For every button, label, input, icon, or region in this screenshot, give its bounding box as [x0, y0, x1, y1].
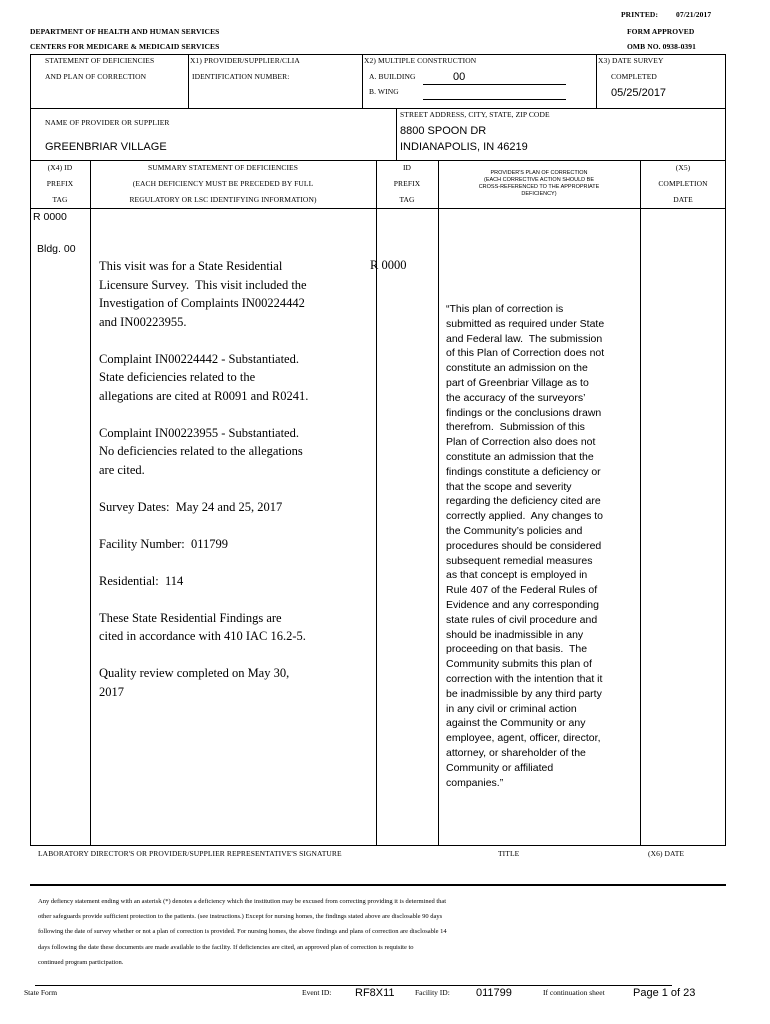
row-divider-1: [30, 108, 726, 109]
poc-line: Community submits this plan of: [446, 658, 592, 671]
signature-label: LABORATORY DIRECTOR'S OR PROVIDER/SUPPLIER REPRESENTATIVE'S SIGNATURE: [38, 849, 342, 858]
prefix-tag: R 0000: [33, 211, 67, 223]
poc-line: correctly applied. Any changes to: [446, 510, 604, 523]
col-line-id: [438, 160, 439, 845]
poc-line: and Federal law. The submission: [446, 332, 603, 345]
footnote-line: continued program participation.: [38, 958, 124, 966]
department-title: DEPARTMENT OF HEALTH AND HUMAN SERVICES: [30, 27, 220, 36]
summary-line: Licensure Survey. This visit included the: [99, 277, 307, 292]
wing-underline: [423, 99, 566, 100]
table-top-border: [30, 54, 726, 55]
poc-line: state rules of civil procedure and: [446, 613, 598, 626]
x4-header-1: (X4) ID: [47, 163, 73, 172]
poc-line: Rule 407 of the Federal Rules of: [446, 584, 598, 597]
row-divider-2: [30, 160, 726, 161]
poc-header-2: (EACH CORRECTIVE ACTION SHOULD BE: [483, 177, 595, 183]
summary-line: Survey Dates: May 24 and 25, 2017: [99, 499, 283, 514]
wing-label: B. WING: [369, 87, 399, 96]
poc-line: therefrom. Submission of this: [446, 421, 585, 434]
poc-line: against the Community or any: [446, 717, 586, 730]
statement-label-2: AND PLAN OF CORRECTION: [45, 72, 147, 81]
col-line-left: [30, 160, 31, 845]
continuation-label: If continuation sheet: [543, 988, 605, 997]
summary-line: [99, 590, 371, 609]
summary-header-1: SUMMARY STATEMENT OF DEFICIENCIES: [147, 163, 298, 172]
poc-header-4: DEFICIENCY): [521, 191, 557, 197]
poc-line: subsequent remedial measures: [446, 554, 593, 567]
summary-line: allegations are cited at R0091 and R0241.: [99, 388, 309, 403]
signature-bottom-rule: [30, 884, 726, 886]
x2-label: X2) MULTIPLE CONSTRUCTION: [364, 56, 477, 65]
omb-number: OMB NO. 0938-0391: [627, 42, 696, 51]
poc-line: that the scope and severity: [446, 480, 572, 493]
footnote: [38, 894, 718, 970]
col-line-prefix: [90, 160, 91, 845]
poc-line: as that concept is employed in: [446, 569, 588, 582]
x5-header-1: (X5): [675, 163, 691, 172]
id-header-1: ID: [402, 163, 412, 172]
summary-header-2: (EACH DEFICIENCY MUST BE PRECEDED BY FULL: [132, 179, 314, 188]
building-value: 00: [453, 71, 466, 83]
column-header-bottom: [30, 208, 726, 209]
title-label: TITLE: [498, 849, 520, 858]
id-header-2: PREFIX: [393, 179, 421, 188]
poc-line: in any civil or criminal action: [446, 702, 577, 715]
address-label: STREET ADDRESS, CITY, STATE, ZIP CODE: [400, 110, 550, 119]
x5-header-2: COMPLETION: [658, 179, 708, 188]
summary-line: [99, 405, 371, 424]
divider-x1: [188, 54, 189, 108]
x1-label-2: IDENTIFICATION NUMBER:: [192, 72, 290, 81]
centers-title: CENTERS FOR MEDICARE & MEDICAID SERVICES: [30, 42, 220, 51]
building-underline: [423, 84, 566, 85]
poc-line: correction with the intention that it: [446, 672, 603, 685]
summary-line: 2017: [99, 684, 124, 699]
x3-label: X3) DATE SURVEY: [598, 56, 664, 65]
poc-line: attorney, or shareholder of the: [446, 746, 586, 759]
poc-header-3: CROSS-REFERENCED TO THE APPROPRIATE: [478, 184, 600, 190]
poc-line: “This plan of correction is: [446, 303, 564, 315]
poc-line: regarding the deficiency cited are: [446, 495, 601, 508]
statement-label-1: STATEMENT OF DEFICIENCIES: [45, 56, 155, 65]
footnote-line: days following the date these documents are made available to the facility. If deficiencies are cited, an approved plan of correction is requisite to: [38, 943, 414, 951]
page-number: Page 1 of 23: [633, 987, 696, 999]
date-completed: 05/25/2017: [611, 87, 667, 99]
table-right-border-top: [725, 54, 726, 108]
summary-line: This visit was for a State Residential: [99, 259, 283, 273]
summary-line: State deficiencies related to the: [99, 370, 256, 384]
summary-line: Complaint IN00224442 - Substantiated.: [99, 351, 299, 366]
footnote-line: following the date of survey whether or not a plan of correction is provided. For nursing homes, the above findings and plans of correction are disclosable 14: [38, 928, 447, 936]
printed-label: PRINTED:: [621, 10, 659, 19]
provider-left-border: [30, 108, 31, 160]
poc-line: of this Plan of Correction does not: [446, 347, 605, 360]
plan-of-correction: [446, 302, 638, 790]
state-form-label: State Form: [24, 988, 58, 997]
summary-line: cited in accordance with 410 IAC 16.2-5.: [99, 629, 306, 643]
x4-header-3: TAG: [52, 195, 68, 204]
event-id-label: Event ID:: [302, 988, 332, 997]
printed-date: 07/21/2017: [676, 10, 712, 19]
building-label: A. BUILDING: [369, 72, 416, 81]
provider-right-border: [725, 108, 726, 160]
x5-header-3: DATE: [673, 195, 693, 204]
table-left-border-top: [30, 54, 31, 108]
poc-line: Plan of Correction also does not: [446, 436, 596, 449]
provider-name-label: NAME OF PROVIDER OR SUPPLIER: [45, 118, 170, 127]
body-bottom-border: [30, 845, 726, 846]
poc-line: findings or the conclusions drawn: [446, 406, 602, 419]
summary-line: [99, 646, 371, 665]
id-header-3: TAG: [399, 195, 415, 204]
id-tag: R 0000: [370, 258, 407, 272]
summary-line: Facility Number: 011799: [99, 536, 229, 551]
poc-line: should be inadmissible in any: [446, 628, 584, 641]
footer-rule: [35, 985, 672, 986]
poc-line: employee, agent, officer, director,: [446, 732, 601, 745]
provider-divider: [396, 108, 397, 160]
event-id: RF8X11: [355, 987, 395, 999]
summary-line: Complaint IN00223955 - Substantiated.: [99, 425, 299, 440]
x3-label-2: COMPLETED: [611, 72, 657, 81]
summary-line: and IN00223955.: [99, 314, 187, 329]
summary-header-3: REGULATORY OR LSC IDENTIFYING INFORMATION): [129, 195, 317, 204]
x4-header-2: PREFIX: [46, 179, 74, 188]
poc-line: the accuracy of the surveyors’: [446, 391, 586, 404]
poc-line: procedures should be considered: [446, 539, 602, 552]
facility-id: 011799: [476, 987, 512, 999]
summary-line: [99, 516, 371, 535]
poc-line: be inadmissible by any third party: [446, 687, 602, 700]
poc-line: findings constitute a deficiency or: [446, 465, 601, 478]
summary-line: No deficiencies related to the allegations: [99, 444, 303, 458]
poc-line: companies.”: [446, 776, 504, 789]
poc-line: constitute an admission on the: [446, 362, 588, 375]
summary-line: Residential: 114: [99, 573, 184, 588]
summary-line: Quality review completed on May 30,: [99, 666, 290, 680]
poc-line: the Community’s policies and: [446, 524, 583, 537]
x6-date-label: (X6) DATE: [648, 849, 685, 858]
divider-x2: [362, 54, 363, 108]
col-line-right: [725, 160, 726, 845]
summary-line: are cited.: [99, 462, 145, 477]
col-line-poc: [640, 160, 641, 845]
address-line-1: 8800 SPOON DR: [400, 125, 487, 137]
summary-line: [99, 553, 371, 572]
facility-id-label: Facility ID:: [415, 988, 450, 997]
poc-line: submitted as required under State: [446, 317, 605, 330]
summary-line: [99, 479, 371, 498]
x1-label: X1) PROVIDER/SUPPLIER/CLIA: [190, 56, 300, 65]
provider-name: GREENBRIAR VILLAGE: [45, 141, 167, 153]
poc-line: constitute an admission that the: [446, 450, 594, 463]
poc-line: proceeding on that basis. The: [446, 643, 588, 656]
footnote-line: other safeguards provide sufficient protection to the patients. (see instructions.) Except for nursing homes, the findings stated above are disclosable 90 days: [38, 913, 443, 921]
poc-header: [438, 170, 640, 198]
divider-x3: [596, 54, 597, 108]
building-tag: Bldg. 00: [37, 243, 76, 255]
summary-line: These State Residential Findings are: [99, 610, 282, 625]
summary-line: [99, 331, 371, 350]
poc-line: part of Greenbriar Village as to: [446, 376, 589, 389]
footnote-line: Any defiency statement ending with an asterisk (*) denotes a deficiency which the institution may be excused from correcting providing it is determined that: [38, 898, 447, 905]
form-approved-label: FORM APPROVED: [627, 27, 695, 36]
poc-line: Community or affiliated: [446, 761, 554, 774]
address-line-2: INDIANAPOLIS, IN 46219: [400, 141, 528, 153]
poc-line: Evidence and any corresponding: [446, 598, 599, 611]
poc-header-1: PROVIDER'S PLAN OF CORRECTION: [490, 170, 588, 176]
summary-statement: [99, 257, 371, 701]
summary-line: Investigation of Complaints IN00224442: [99, 296, 305, 310]
